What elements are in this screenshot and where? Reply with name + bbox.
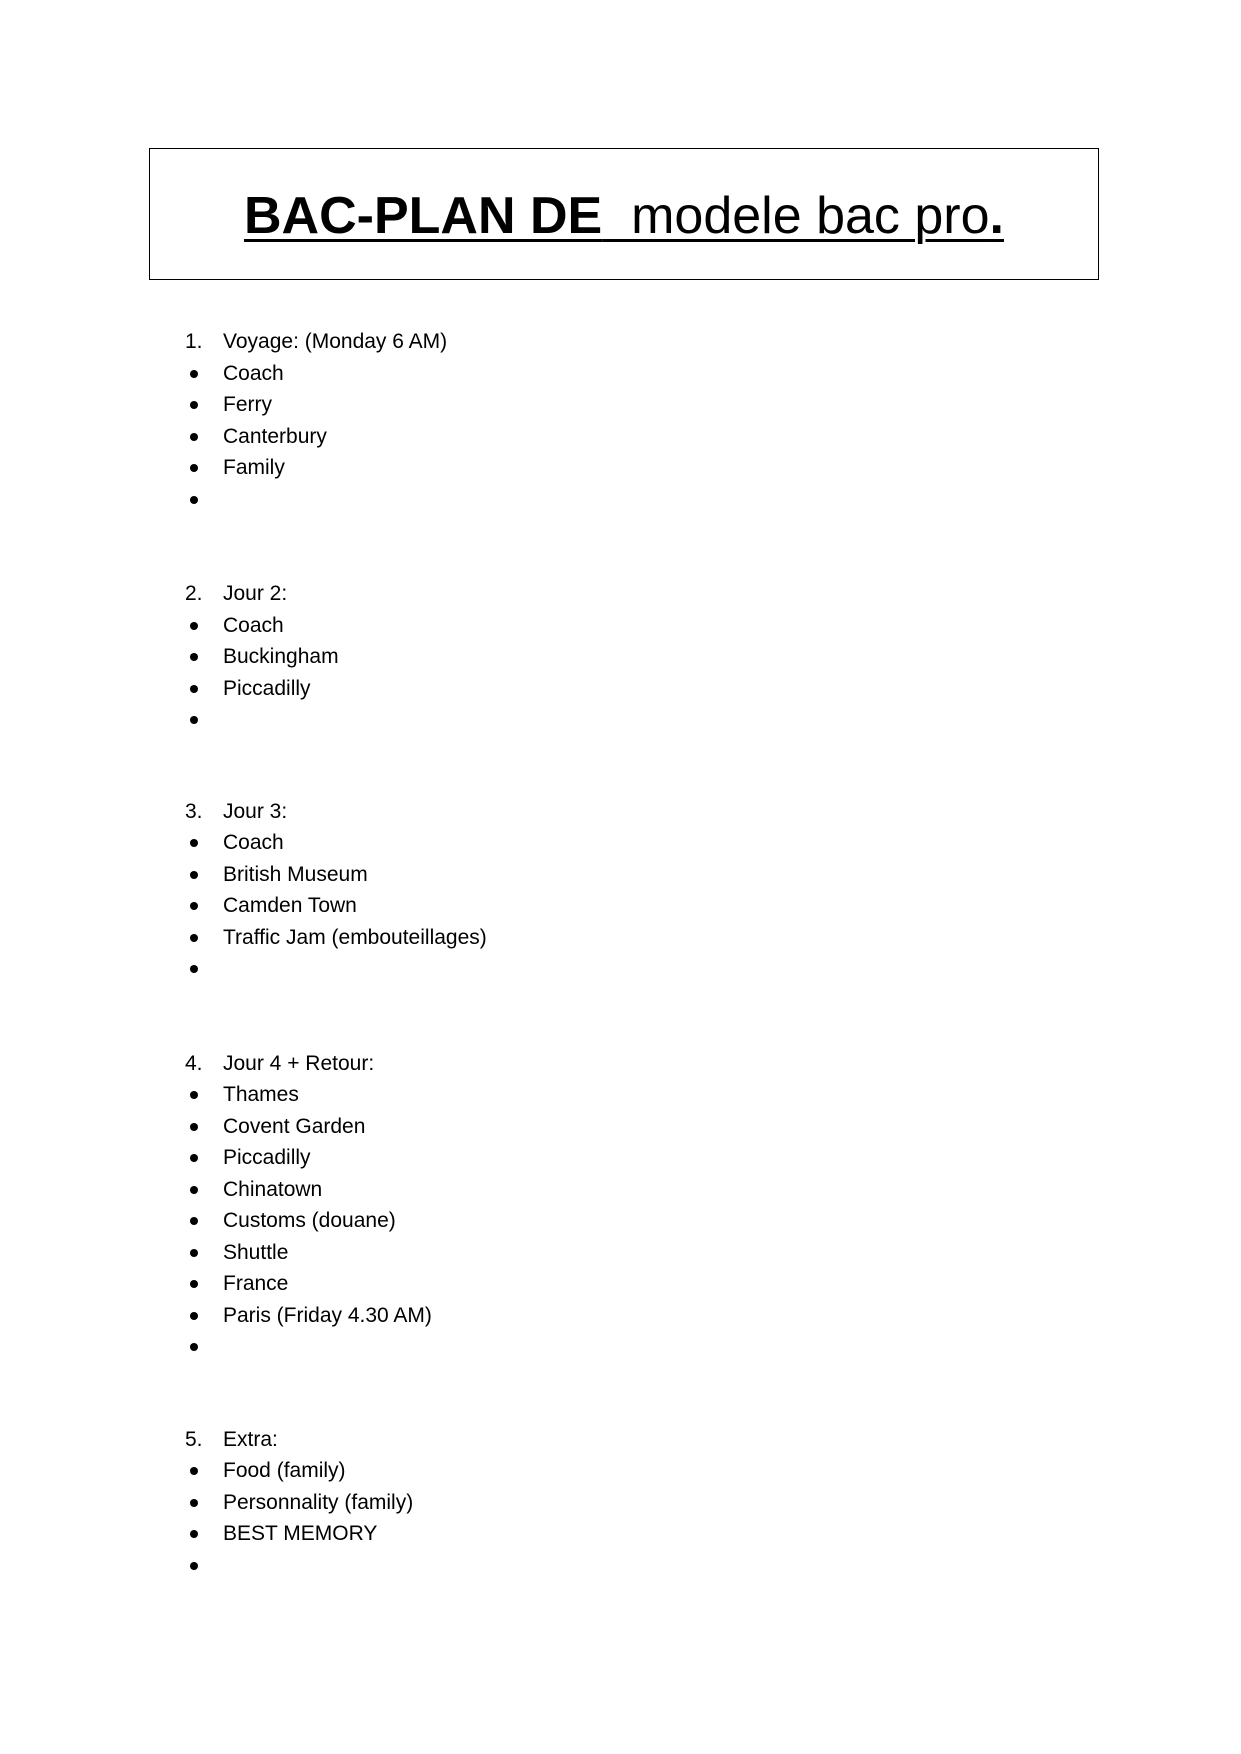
bullet-icon	[190, 1530, 198, 1538]
section-number: 3.	[185, 800, 203, 823]
section-heading-text: Voyage: (Monday 6 AM)	[223, 330, 448, 353]
title-box	[149, 148, 1099, 280]
list-item-text: Canterbury	[223, 425, 327, 448]
bullet-icon	[190, 622, 198, 630]
list-item-text: Customs (douane)	[223, 1209, 396, 1232]
list-item-text: Shuttle	[223, 1241, 289, 1264]
bullet-icon	[190, 685, 198, 693]
bullet-icon	[190, 902, 198, 910]
section-number: 4.	[185, 1052, 203, 1075]
section-number: 2.	[185, 582, 203, 605]
document-title	[243, 187, 1004, 245]
bullet-icon	[190, 1091, 198, 1099]
bullet-icon	[190, 464, 198, 472]
list-item-text: Covent Garden	[223, 1115, 366, 1138]
bullet-icon	[190, 1249, 198, 1257]
bullet-icon	[190, 1343, 198, 1351]
title-bold-part: BAC-PLAN DE	[243, 187, 603, 245]
list-item-text: France	[223, 1272, 289, 1295]
section-heading-text: Jour 3:	[223, 800, 288, 823]
bullet-icon	[190, 653, 198, 661]
bullet-icon	[190, 1499, 198, 1507]
bullet-icon	[190, 370, 198, 378]
bullet-icon	[190, 1186, 198, 1194]
list-item-text: Ferry	[223, 393, 272, 416]
list-item-text: Food (family)	[223, 1459, 346, 1482]
list-item-text: Piccadilly	[223, 677, 311, 700]
bullet-icon	[190, 1217, 198, 1225]
list-item-text: Traffic Jam (embouteillages)	[223, 926, 487, 949]
list-item-text: Personnality (family)	[223, 1491, 414, 1514]
section-heading-text: Jour 2:	[223, 582, 288, 605]
list-item-text: Buckingham	[223, 645, 339, 668]
bullet-icon	[190, 716, 198, 724]
bullet-icon	[190, 1467, 198, 1475]
list-item-text: Chinatown	[223, 1178, 323, 1201]
section-heading-text: Extra:	[223, 1428, 278, 1451]
title-normal-part: modele bac pro	[602, 187, 990, 245]
section-heading-text: Jour 4 + Retour:	[223, 1052, 375, 1075]
bullet-icon	[190, 1154, 198, 1162]
list-item-text: Coach	[223, 831, 284, 854]
title-period: .	[989, 187, 1004, 245]
section-number: 1.	[185, 330, 203, 353]
bullet-icon	[190, 1312, 198, 1320]
bullet-icon	[190, 965, 198, 973]
bullet-icon	[190, 871, 198, 879]
list-item-text: Camden Town	[223, 894, 357, 917]
bullet-icon	[190, 934, 198, 942]
list-item-text: Piccadilly	[223, 1146, 311, 1169]
bullet-icon	[190, 1562, 198, 1570]
bullet-icon	[190, 496, 198, 504]
list-item-text: Coach	[223, 362, 284, 385]
bullet-icon	[190, 1280, 198, 1288]
bullet-icon	[190, 401, 198, 409]
list-item-text: Family	[223, 456, 285, 479]
bullet-icon	[190, 839, 198, 847]
list-item-text: Paris (Friday 4.30 AM)	[223, 1304, 432, 1327]
list-item-text: British Museum	[223, 863, 368, 886]
list-item-text: Thames	[223, 1083, 299, 1106]
section-number: 5.	[185, 1428, 203, 1451]
bullet-icon	[190, 433, 198, 441]
list-item-text: Coach	[223, 614, 284, 637]
list-item-text: BEST MEMORY	[223, 1522, 378, 1545]
bullet-icon	[190, 1123, 198, 1131]
